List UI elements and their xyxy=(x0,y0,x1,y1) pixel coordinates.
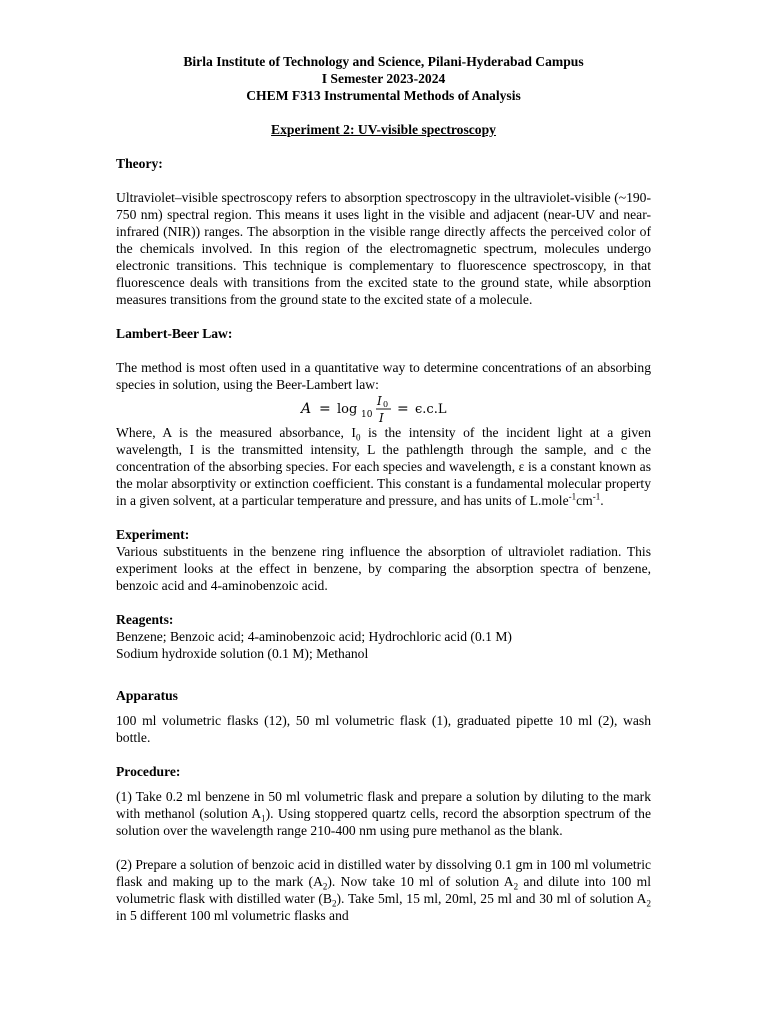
solution-a2-subscript-2: 2 xyxy=(513,881,519,892)
solution-a2-subscript-3: 2 xyxy=(646,898,651,909)
document-page xyxy=(116,53,651,924)
procedure-heading: Procedure: xyxy=(116,764,181,779)
eq-log-base: 10 xyxy=(360,410,372,420)
procedure-step-1 xyxy=(116,788,651,839)
semester: I Semester 2023-2024 xyxy=(321,71,446,86)
eq-equals-2: = xyxy=(396,401,409,417)
cm-exponent: -1 xyxy=(592,491,601,502)
reagents-line-1: Benzene; Benzoic acid; 4-aminobenzoic acid; Hydrochloric acid (0.1 M) xyxy=(116,629,512,644)
mole-exponent: -1 xyxy=(568,491,577,502)
reagents-heading: Reagents: xyxy=(116,612,174,627)
theory-heading: Theory: xyxy=(116,156,163,171)
explanation-part-a: Where, A is the measured absorbance, I xyxy=(116,425,356,440)
experiment-paragraph: Various substituents in the benzene ring influence the absorption of ultraviolet radiation. This experiment looks at the effect in benzene, by comparing the absorption spectra of benzene, benzoic acid and 4-aminobenzoic acid. xyxy=(116,544,651,593)
equation-graphic xyxy=(299,394,469,424)
eq-lhs: A xyxy=(300,401,311,417)
solution-a1-subscript: 1 xyxy=(261,813,266,824)
lambert-beer-explanation xyxy=(116,424,651,509)
apparatus-paragraph: 100 ml volumetric flasks (12), 50 ml volumetric flask (1), graduated pipette 10 ml (2), wash bottle. xyxy=(116,713,651,745)
step2-part-a: (2) Prepare a solution of benzoic acid in distilled water by dissolving 0.1 gm in 100 ml volumetric flask and making up to the mark (A xyxy=(116,857,651,889)
step2-part-d: ). Take 5ml, 15 ml, 20ml, 25 ml and 30 ml of solution A xyxy=(336,891,647,906)
step2-part-e: in 5 different 100 ml volumetric flasks and xyxy=(116,908,349,923)
experiment-title: Experiment 2: UV-visible spectroscopy xyxy=(271,122,496,137)
course-title: CHEM F313 Instrumental Methods of Analysis xyxy=(246,88,521,103)
step1-part-b: ). Using stoppered quartz cells, record the absorption spectrum of the solution over the wavelength range 210-400 nm using pure methanol as the blank. xyxy=(116,806,651,838)
eq-numerator-sub: 0 xyxy=(382,400,388,409)
beer-lambert-equation xyxy=(116,394,651,424)
lambert-beer-heading: Lambert-Beer Law: xyxy=(116,326,233,341)
institute-name: Birla Institute of Technology and Science, Pilani-Hyderabad Campus xyxy=(183,54,584,69)
eq-log: log xyxy=(336,402,357,417)
incident-intensity-subscript: 0 xyxy=(355,432,361,443)
explanation-part-b: is the intensity of the incident light at a given wavelength, I is the transmitted intensity, L the pathlength through the sample, and c the concentration of the absorbing species. For each species and wavelength, ε is a constant known as the molar absorptivity or extinction coefficient. This constant is a fundamental molecular property in a given solvent, at a particular temperature and pressure, and has units of L.mole xyxy=(116,425,651,508)
document-header xyxy=(116,53,651,104)
procedure-step-2 xyxy=(116,856,651,924)
solution-b2-subscript: 2 xyxy=(331,898,337,909)
explanation-part-c: cm xyxy=(576,493,593,508)
eq-denominator: I xyxy=(378,411,384,424)
solution-a2-subscript: 2 xyxy=(322,881,328,892)
step2-part-c: and dilute into 100 ml volumetric flask with distilled water (B xyxy=(116,874,651,906)
eq-rhs: ϵ.c.L xyxy=(414,402,446,417)
step1-part-a: (1) Take 0.2 ml benzene in 50 ml volumetric flask and prepare a solution by diluting to the mark with methanol (solution A xyxy=(116,789,651,821)
reagents-line-2: Sodium hydroxide solution (0.1 M); Methanol xyxy=(116,646,369,661)
eq-equals-1: = xyxy=(318,401,331,417)
lambert-beer-intro: The method is most often used in a quantitative way to determine concentrations of an absorbing species in solution, using the Beer-Lambert law: xyxy=(116,360,651,392)
apparatus-heading: Apparatus xyxy=(116,688,178,703)
explanation-part-d: . xyxy=(600,493,604,508)
eq-numerator: I xyxy=(376,394,382,408)
experiment-heading: Experiment: xyxy=(116,527,190,542)
theory-paragraph: Ultraviolet–visible spectroscopy refers to absorption spectroscopy in the ultraviolet-visible (~190-750 nm) spectral region. This means it uses light in the visible and adjacent (near-UV and near-infrared (NIR)) ranges. The absorption in the visible range directly affects the perceived color of the chemicals involved. In this region of the electromagnetic spectrum, molecules undergo electronic transitions. This technique is complementary to fluorescence spectroscopy, in that fluorescence deals with transitions from the excited state to the ground state, while absorption measures transitions from the ground state to the excited state of a molecule. xyxy=(116,190,651,307)
step2-part-b: ). Now take 10 ml of solution A xyxy=(327,874,514,889)
